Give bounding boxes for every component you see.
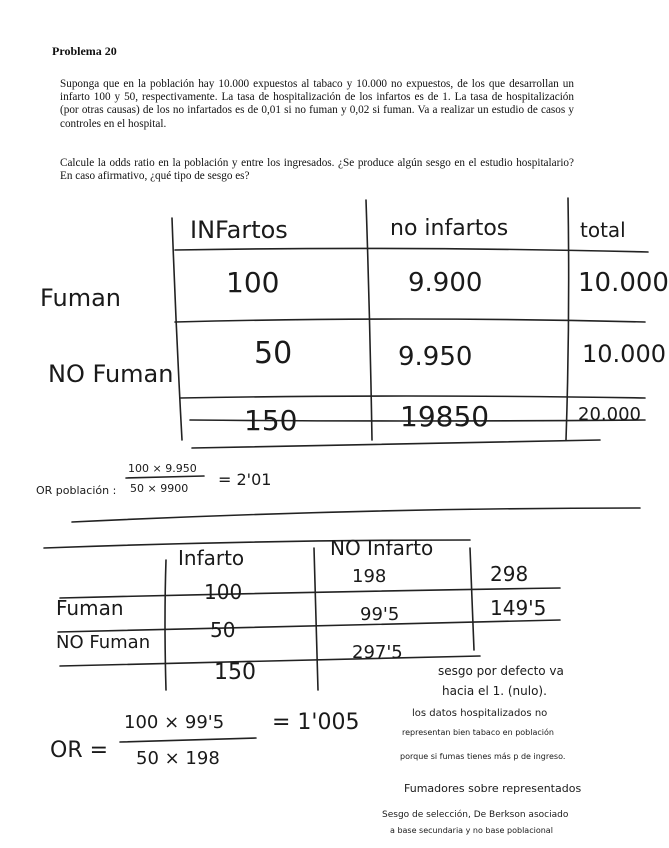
t1-row-label-no-fuman: NO Fuman xyxy=(48,360,174,388)
or2-result: = 1'005 xyxy=(272,710,360,735)
or2-label: OR = xyxy=(50,738,109,763)
t1-vline-2 xyxy=(366,200,372,440)
or1-result: = 2'01 xyxy=(218,470,272,489)
t1-header-total: total xyxy=(580,218,626,242)
t1-cell: 9.950 xyxy=(398,342,473,372)
section-separator xyxy=(72,508,640,522)
note-line: a base secundaria y no base poblacional xyxy=(390,826,553,835)
t2-hline-2 xyxy=(58,620,560,632)
t1-cell: 20.000 xyxy=(578,404,641,425)
t1-vline-3 xyxy=(566,198,569,440)
or2-denominator: 50 × 198 xyxy=(136,748,220,769)
problem-title: Problema 20 xyxy=(52,44,117,58)
t2-vline-3 xyxy=(470,548,474,650)
note-line: los datos hospitalizados no xyxy=(412,708,548,719)
t2-cell: 298 xyxy=(490,562,529,586)
t2-cell: 99'5 xyxy=(360,604,400,625)
t2-hline-3 xyxy=(60,656,480,666)
t1-header-no-infartos: no infartos xyxy=(390,216,509,241)
t2-cell: 297'5 xyxy=(352,642,403,663)
t2-cell: 50 xyxy=(210,618,236,642)
t2-header-infarto: Infarto xyxy=(178,546,245,570)
t1-cell: 9.900 xyxy=(408,268,483,298)
t2-cell: 198 xyxy=(352,566,387,587)
t1-cell: 150 xyxy=(244,404,298,437)
t2-hline-1 xyxy=(60,588,560,598)
problem-statement: Suponga que en la población hay 10.000 expuestos al tabaco y 10.000 no expuestos, de los que desarrollan un infarto 100 y 50, respectivamente. La tasa de hospitalización de los infartos es de 1. La tasa de hospitalización (por otras causas) de los no infartados es de 0,01 si no fuman y 0,02 si fuman. Va a realizar un estudio de casos y controles en el hospital. xyxy=(60,78,574,130)
note-line: Fumadores sobre representados xyxy=(404,782,582,795)
t2-row-label-fuman: Fuman xyxy=(56,596,124,620)
or1-label: OR población : xyxy=(36,484,117,497)
t1-row-label-fuman: Fuman xyxy=(40,284,121,312)
note-line: sesgo por defecto va xyxy=(438,664,564,678)
or2-numerator: 100 × 99'5 xyxy=(124,712,225,733)
note-line: Sesgo de selección, De Berkson asociado xyxy=(382,810,569,820)
note-line: porque si fumas tienes más p de ingreso. xyxy=(400,752,566,761)
t2-header-no-infarto: NO Infarto xyxy=(330,536,434,560)
t1-cell: 10.000 xyxy=(578,268,669,298)
t2-vline-1 xyxy=(165,560,166,690)
or1-fraction-line xyxy=(126,476,204,478)
t2-row-label-no-fuman: NO Fuman xyxy=(56,632,151,653)
t2-cell: 149'5 xyxy=(490,596,547,620)
or1-denominator: 50 × 9900 xyxy=(130,482,189,495)
t2-cell: 150 xyxy=(214,660,256,685)
t1-header-infartos: INFartos xyxy=(190,216,288,244)
note-line: hacia el 1. (nulo). xyxy=(442,684,547,698)
t1-vline-1 xyxy=(172,218,182,440)
t2-cell: 100 xyxy=(204,580,243,604)
t1-hline-row1 xyxy=(175,319,645,322)
t2-vline-2 xyxy=(314,548,318,690)
t1-cell: 10.000 xyxy=(582,340,666,368)
problem-question: Calcule la odds ratio en la población y entre los ingresados. ¿Se produce algún sesgo en el estudio hospitalario? En caso afirmativo, ¿qué tipo de sesgo es? xyxy=(60,157,574,183)
note-line: representan bien tabaco en población xyxy=(402,728,554,737)
t1-hline-row2 xyxy=(180,396,645,398)
t1-cell: 19850 xyxy=(400,400,490,433)
t1-cell: 100 xyxy=(226,266,280,299)
t1-cell: 50 xyxy=(254,336,293,371)
t1-hline-bottom xyxy=(192,440,600,448)
or2-fraction-line xyxy=(120,738,256,742)
or1-numerator: 100 × 9.950 xyxy=(128,462,197,475)
t1-hline-header xyxy=(175,248,648,252)
